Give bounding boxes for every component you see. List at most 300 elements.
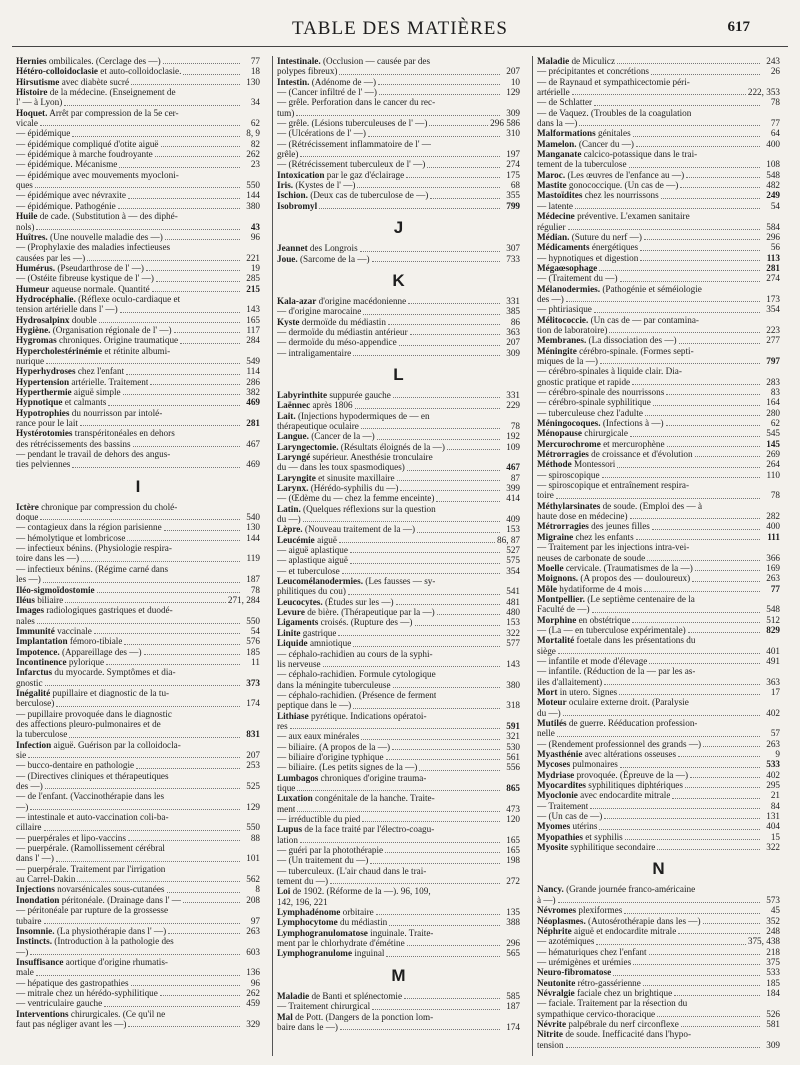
page-reference: 108 xyxy=(766,159,780,170)
index-entry xyxy=(277,87,520,97)
entry-text xyxy=(537,926,676,936)
dot-leader xyxy=(632,384,760,385)
index-entry xyxy=(16,1019,260,1029)
index-entry xyxy=(277,649,520,659)
index-entry xyxy=(16,605,260,615)
entry-description: et calmants xyxy=(62,397,107,408)
entry-description: suppurée gauche xyxy=(327,389,391,400)
dot-leader xyxy=(602,477,760,478)
dot-leader xyxy=(430,198,500,199)
page-reference: 78 xyxy=(770,97,780,108)
page-reference: 366 xyxy=(766,552,780,563)
entry-description: du myocarde. Symptômes et dia- xyxy=(52,667,176,678)
entry-description: — cérébro-spinale des nourrissons xyxy=(537,387,665,397)
page-reference: 591 xyxy=(506,720,520,731)
dot-leader xyxy=(368,136,500,137)
entry-description: — intraligamentaire xyxy=(277,347,352,358)
index-entry xyxy=(16,1009,260,1019)
page-reference: 363 xyxy=(506,326,520,337)
index-entry xyxy=(16,118,260,128)
index-entry xyxy=(537,242,780,252)
entry-description: — tuberculeuse chez l'adulte xyxy=(537,407,643,418)
dot-leader xyxy=(686,177,760,178)
index-entry xyxy=(537,532,780,542)
entry-description: — épidémique avec névraxite xyxy=(16,190,126,201)
entry-text xyxy=(537,108,691,118)
dot-leader xyxy=(69,737,240,738)
entry-description: sympathique cervico-thoracique xyxy=(537,1008,656,1019)
index-entry xyxy=(537,1029,780,1039)
entry-text xyxy=(277,991,402,1001)
entry-description: chronique par compression du cholé- xyxy=(38,501,178,512)
page-reference: 380 xyxy=(506,679,520,690)
page-reference: 375, 438 xyxy=(747,936,780,947)
entry-text xyxy=(537,159,627,169)
entry-text xyxy=(537,139,634,149)
page-reference: 562 xyxy=(246,874,260,885)
index-entry xyxy=(16,284,260,294)
entry-text xyxy=(277,1022,338,1032)
page-reference: 45 xyxy=(770,905,780,916)
page-reference: 527 xyxy=(506,545,520,556)
index-entry xyxy=(277,66,520,76)
entry-description: (Introduction à la pathologie des xyxy=(52,936,174,947)
page-reference: 68 xyxy=(510,180,520,191)
entry-description: (Kystes de l' —) xyxy=(293,180,356,191)
dot-leader xyxy=(557,736,760,737)
dot-leader xyxy=(620,767,760,768)
entry-description: — de Vaquez. (Troubles de la coagulation xyxy=(537,107,692,118)
entry-text xyxy=(16,428,175,438)
page-reference: 404 xyxy=(766,821,780,832)
page-reference: 402 xyxy=(766,707,780,718)
page-reference: 541 xyxy=(506,586,520,597)
entry-headword: Mélitococcie. xyxy=(537,314,589,325)
entry-text xyxy=(537,366,682,376)
entry-headword: Leucocytes. xyxy=(277,596,323,607)
entry-headword: Kyste xyxy=(277,316,300,327)
dot-leader xyxy=(393,687,500,688)
page-reference: 120 xyxy=(506,814,520,824)
entry-description: (Pathogénie et séméiologie xyxy=(600,283,702,294)
dot-leader xyxy=(167,892,241,893)
entry-text xyxy=(537,666,695,676)
index-entry xyxy=(277,493,520,503)
entry-description: — dermoïde du médiastin antérieur xyxy=(277,326,408,337)
dot-leader xyxy=(361,739,500,740)
dot-leader xyxy=(348,594,500,595)
dot-leader xyxy=(600,363,760,364)
index-entry xyxy=(277,306,520,316)
page-reference: 26 xyxy=(770,66,780,77)
index-entry xyxy=(277,855,520,865)
page-reference: 96 xyxy=(250,977,260,988)
index-entry xyxy=(537,159,780,169)
entry-text xyxy=(16,366,124,376)
dot-leader xyxy=(174,332,240,333)
page-reference: 401 xyxy=(766,645,780,656)
index-entry xyxy=(277,524,520,534)
section-letter: L xyxy=(393,364,404,384)
index-entry xyxy=(277,773,520,783)
page-reference: 185 xyxy=(246,646,260,657)
entry-headword: Mydriase xyxy=(537,769,575,780)
entry-description: — biliaire. (A propos de la —) xyxy=(277,741,391,752)
page-reference: 229 xyxy=(506,400,520,411)
dot-leader xyxy=(136,768,240,769)
page-reference: 309 xyxy=(766,1039,780,1050)
entry-description: l' — à Lyon) xyxy=(16,97,63,108)
dot-leader xyxy=(386,956,500,957)
index-entry xyxy=(277,97,520,107)
entry-text xyxy=(537,635,695,645)
entry-text xyxy=(277,421,359,431)
entry-description: des affections pleuro-pulmonaires et de xyxy=(16,718,161,729)
entry-text xyxy=(277,524,415,534)
dot-leader xyxy=(653,405,760,406)
dot-leader xyxy=(123,394,240,395)
index-entry xyxy=(16,502,260,512)
index-entry xyxy=(537,232,780,242)
index-entry xyxy=(537,222,780,232)
entry-description: avec altérations osseuses xyxy=(582,749,677,760)
dot-leader xyxy=(558,902,760,903)
page-reference: 584 xyxy=(766,221,780,232)
page-reference: 296 xyxy=(766,231,780,242)
entry-text xyxy=(16,356,44,366)
page-reference: 550 xyxy=(246,822,260,833)
dot-leader xyxy=(556,498,760,499)
page-reference: 9 xyxy=(775,749,780,760)
index-entry xyxy=(277,327,520,337)
index-entry xyxy=(16,408,260,418)
entry-description: (Organisation régionale de l' —) xyxy=(50,324,172,335)
entry-text xyxy=(16,709,172,719)
page-reference: 130 xyxy=(246,76,260,87)
entry-text xyxy=(277,804,295,814)
page-reference: 277 xyxy=(766,335,780,346)
entry-text xyxy=(537,936,594,946)
index-entry xyxy=(277,390,520,400)
dot-leader xyxy=(99,322,240,323)
index-entry xyxy=(277,473,520,483)
dot-leader xyxy=(427,167,500,168)
entry-description: — Traitement chirurgical xyxy=(277,1001,371,1012)
index-entry xyxy=(277,77,520,87)
dot-leader xyxy=(339,542,495,543)
index-entry xyxy=(277,576,520,586)
index-entry xyxy=(537,521,780,531)
entry-description: de soude. (Emploi des — à xyxy=(600,500,703,511)
entry-description: — (Traitement du —) xyxy=(537,273,618,284)
dot-leader xyxy=(30,954,240,955)
entry-text xyxy=(537,697,689,707)
dot-leader xyxy=(685,787,760,788)
index-entry xyxy=(16,211,260,221)
entry-description: — infantile. (Réduction de la — par les as- xyxy=(537,666,696,677)
entry-headword: Lumbagos xyxy=(277,772,319,783)
dot-leader xyxy=(165,239,240,240)
index-entry xyxy=(277,886,520,896)
index-entry xyxy=(277,201,520,211)
dot-leader xyxy=(108,405,240,406)
entry-description: polypes fibreux) xyxy=(277,66,338,77)
index-entry xyxy=(16,439,260,449)
dot-leader xyxy=(118,208,240,209)
entry-text xyxy=(277,139,431,149)
entry-description: tum) xyxy=(277,107,295,118)
page-reference: 174 xyxy=(246,698,260,709)
page-reference: 576 xyxy=(246,636,260,647)
entry-text xyxy=(16,967,34,977)
index-entry xyxy=(537,346,780,356)
entry-description: et auto-colloidoclasie. xyxy=(97,66,182,77)
index-entry xyxy=(16,864,260,874)
entry-text xyxy=(537,532,634,542)
index-entry xyxy=(16,843,260,853)
entry-text xyxy=(537,967,611,977)
dot-leader xyxy=(579,125,760,126)
index-entry xyxy=(16,139,260,149)
entry-text xyxy=(16,408,162,418)
entry-description: — hypnotiques et digestion xyxy=(537,252,639,263)
index-entry xyxy=(277,897,520,907)
entry-text xyxy=(16,128,70,138)
entry-text xyxy=(537,749,676,759)
entry-headword: Névromes xyxy=(537,905,577,916)
index-entry xyxy=(537,263,780,273)
entry-text xyxy=(16,947,28,957)
page-reference: 10 xyxy=(510,76,520,87)
index-entry xyxy=(537,439,780,449)
dot-leader xyxy=(87,260,240,261)
page-reference: 550 xyxy=(246,615,260,626)
dot-leader xyxy=(594,105,760,106)
entry-description: — intestinale et auto-vaccination coli-ba- xyxy=(16,812,169,823)
entry-headword: Neutonite xyxy=(537,977,576,988)
entry-headword: Incontinence xyxy=(16,656,67,667)
dot-leader xyxy=(678,933,760,934)
page-reference: 86, 87 xyxy=(497,534,520,545)
dot-leader xyxy=(649,663,760,664)
entry-description: artérielle xyxy=(537,87,570,98)
entry-description: chez les nourrissons xyxy=(582,190,659,201)
dot-leader xyxy=(630,436,760,437)
entry-description: (Nouveau traitement de la —) xyxy=(302,524,416,535)
entry-description: — azotémiques xyxy=(537,936,595,947)
entry-description: pyrétique. Indications opératoi- xyxy=(308,710,427,721)
dot-leader xyxy=(64,105,240,106)
dot-leader xyxy=(127,540,240,541)
entry-description: berculose) xyxy=(16,698,55,709)
entry-text xyxy=(16,864,165,874)
entry-description: gastrique xyxy=(300,627,337,638)
entry-description: nurique xyxy=(16,355,45,366)
index-entry xyxy=(277,1012,520,1022)
entry-headword: Hypnotique xyxy=(16,397,63,408)
dot-leader xyxy=(397,480,500,481)
entry-text xyxy=(537,770,688,780)
entry-description: — épidémique compliqué d'otite aiguë xyxy=(16,138,159,149)
dot-leader xyxy=(385,852,500,853)
dot-leader xyxy=(703,923,760,924)
entry-description: haute dose en médecine) xyxy=(537,511,628,522)
index-entry xyxy=(537,728,780,738)
index-entry xyxy=(16,533,260,543)
entry-headword: Huile xyxy=(16,211,38,222)
entry-text xyxy=(537,594,695,604)
index-entry xyxy=(537,118,780,128)
index-column-3 xyxy=(532,56,784,1056)
entry-headword: Myocardites xyxy=(537,780,586,791)
entry-text xyxy=(16,595,63,605)
page-reference: 321 xyxy=(506,731,520,742)
dot-leader xyxy=(128,840,240,841)
entry-headword: Inégalité xyxy=(16,687,51,698)
index-entry xyxy=(16,719,260,729)
index-entry xyxy=(277,128,520,138)
entry-description: —) xyxy=(16,801,29,812)
page-reference: 482 xyxy=(766,180,780,191)
entry-headword: Mastite xyxy=(537,180,567,191)
dot-leader xyxy=(657,849,760,850)
dot-leader xyxy=(44,830,240,831)
entry-text xyxy=(277,442,445,452)
dot-leader xyxy=(619,694,760,695)
entry-description: grêle) xyxy=(277,149,299,160)
entry-text xyxy=(537,553,645,563)
entry-text xyxy=(537,397,651,407)
index-entry xyxy=(277,938,520,948)
index-entry xyxy=(277,917,520,927)
index-entry xyxy=(537,449,780,459)
dot-leader xyxy=(566,1047,760,1048)
dot-leader xyxy=(338,635,500,636)
dot-leader xyxy=(690,777,760,778)
index-entry xyxy=(16,771,260,781)
entry-text xyxy=(277,876,328,886)
index-entry xyxy=(537,170,780,180)
entry-description: — épidémique. Mécanisme xyxy=(16,159,118,170)
entry-description: des —) xyxy=(537,293,564,304)
entry-description: (Infections à —) xyxy=(600,418,664,429)
entry-description: de croissance et d'évolution xyxy=(588,449,693,460)
index-entry xyxy=(537,842,780,852)
dot-leader xyxy=(680,187,760,188)
entry-headword: Isobromyl xyxy=(277,200,318,211)
dot-leader xyxy=(400,490,500,491)
entry-description: supérieur. Anesthésie tronculaire xyxy=(310,451,433,462)
dot-leader xyxy=(410,334,500,335)
entry-text xyxy=(277,607,435,617)
entry-description: cervicale. (Traumatismes de la —) xyxy=(563,562,693,573)
entry-text xyxy=(277,431,375,441)
entry-text xyxy=(16,574,41,584)
entry-headword: Laryngite xyxy=(277,472,316,483)
index-entry xyxy=(537,553,780,563)
entry-headword: Instincts. xyxy=(16,936,52,947)
page-header xyxy=(0,0,800,44)
dot-leader xyxy=(128,1026,240,1027)
dot-leader xyxy=(651,74,760,75)
entry-headword: Intestin. xyxy=(277,76,310,87)
entry-text xyxy=(537,957,631,967)
entry-headword: Implantation xyxy=(16,636,68,647)
dot-leader xyxy=(678,756,760,757)
entry-text xyxy=(277,773,426,783)
entry-text xyxy=(537,304,592,314)
dot-leader xyxy=(599,829,760,830)
entry-description: (Réflexe oculo-cardiaque et xyxy=(75,293,181,304)
page-reference: 169 xyxy=(766,562,780,573)
entry-headword: Membranes. xyxy=(537,335,587,346)
index-entry xyxy=(277,421,520,431)
entry-description: gnostic pratique et rapide xyxy=(537,376,631,387)
page-reference: 129 xyxy=(506,87,520,98)
entry-description: — (Ostéite fibreuse kystique de l' —) xyxy=(16,273,154,284)
index-entry xyxy=(16,957,260,967)
entry-text xyxy=(277,814,360,824)
entry-text xyxy=(537,821,597,831)
index-entry xyxy=(16,387,260,397)
entry-description: gonococcique. (Un cas de —) xyxy=(566,180,679,191)
page-reference: 310 xyxy=(506,128,520,139)
entry-description: orbitaire xyxy=(340,907,374,918)
index-entry xyxy=(537,1040,780,1050)
entry-headword: Méthylarsinates xyxy=(537,500,601,511)
index-entry xyxy=(277,337,520,347)
index-entry xyxy=(537,584,780,594)
entry-text xyxy=(537,687,617,697)
dot-leader xyxy=(104,1006,240,1007)
index-entry xyxy=(537,284,780,294)
index-entry xyxy=(277,411,520,421)
entry-description: (Le septième centenaire de la xyxy=(584,593,695,604)
entry-headword: Hydrocéphalie. xyxy=(16,293,76,304)
index-entry xyxy=(537,366,780,376)
dot-leader xyxy=(695,456,760,457)
dot-leader xyxy=(40,125,240,126)
dot-leader xyxy=(647,560,760,561)
entry-text xyxy=(277,866,426,876)
index-entry xyxy=(277,928,520,938)
entry-text xyxy=(537,253,638,263)
page-reference: 8, 9 xyxy=(246,128,260,139)
dot-leader xyxy=(362,821,500,822)
dot-leader xyxy=(590,808,760,809)
index-entry xyxy=(537,646,780,656)
entry-text xyxy=(277,483,398,493)
dot-leader xyxy=(97,592,240,593)
index-entry xyxy=(16,895,260,905)
index-entry xyxy=(537,926,780,936)
entry-headword: Lymphogranulomatose xyxy=(277,927,368,938)
entry-description: congénitale de la hanche. Traite- xyxy=(312,793,435,804)
page-reference: 165 xyxy=(506,834,520,845)
page-reference: 109 xyxy=(506,441,520,452)
index-entry xyxy=(16,512,260,522)
page-reference: 101 xyxy=(246,853,260,864)
entry-text xyxy=(537,884,695,894)
dot-leader xyxy=(378,84,500,85)
index-entry xyxy=(16,397,260,407)
index-entry xyxy=(277,721,520,731)
page-reference: 262 xyxy=(246,987,260,998)
entry-description: utérins xyxy=(570,821,598,832)
entry-description: — mitrale chez un hérédo-syphilitique xyxy=(16,987,158,998)
entry-description: res xyxy=(277,720,288,731)
index-entry xyxy=(277,617,520,627)
